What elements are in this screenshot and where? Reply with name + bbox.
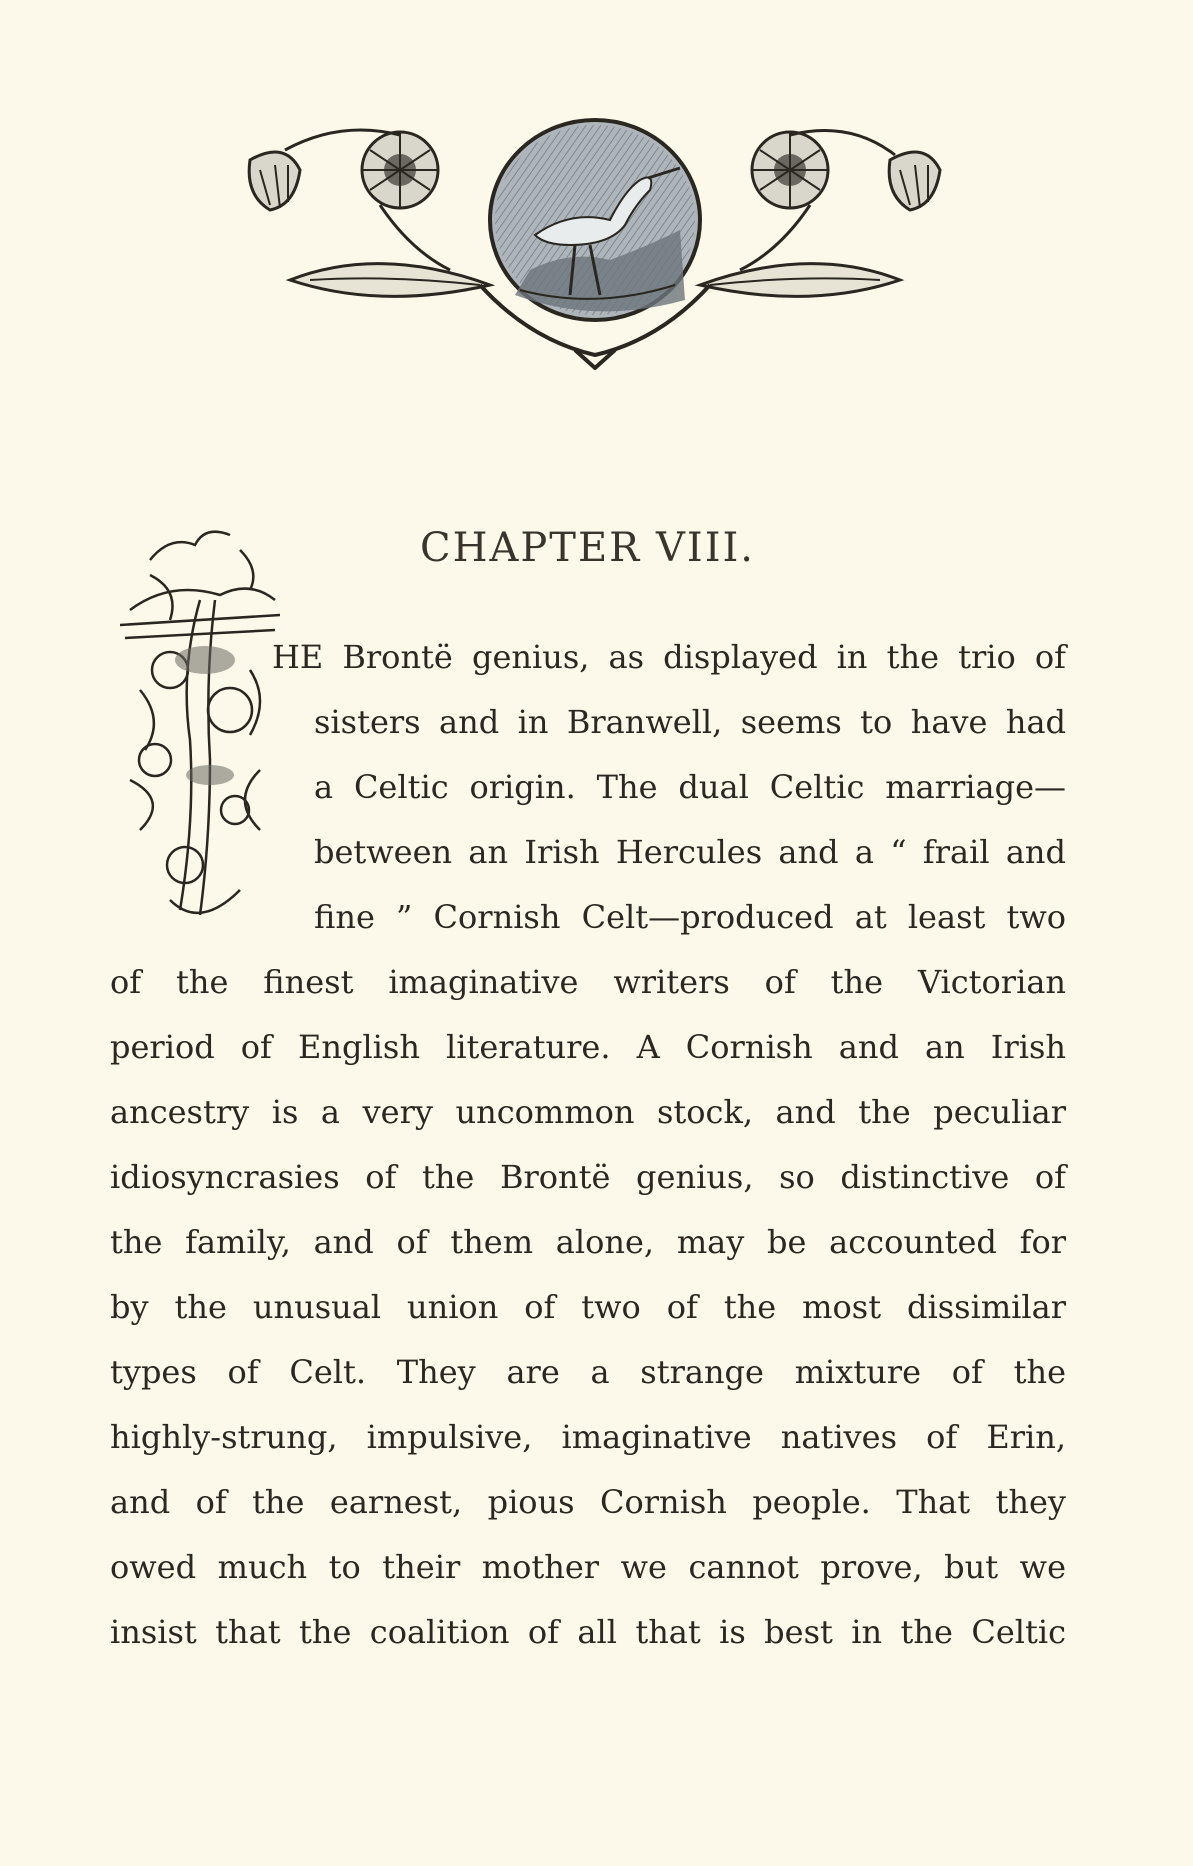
text-line-1: HE Brontë genius, as displayed in the trio of (272, 638, 1066, 676)
text-line-13: highly-strung, impulsive, imaginative natives of Erin, (110, 1418, 1066, 1456)
text-line-10: the family, and of them alone, may be accounted for (110, 1223, 1066, 1261)
decorated-initial-t (110, 520, 290, 930)
text-line-6: of the finest imaginative writers of the Victorian (110, 963, 1066, 1001)
sunflower-right-icon (752, 132, 828, 208)
text-line-4: between an Irish Hercules and a “ frail and (314, 833, 1066, 871)
text-line-14: and of the earnest, pious Cornish people. That they (110, 1483, 1066, 1521)
text-line-15: owed much to their mother we cannot prove, but we (110, 1548, 1066, 1586)
text-line-9: idiosyncrasies of the Brontë genius, so distinctive of (110, 1158, 1066, 1196)
heron-vignette (490, 120, 700, 320)
headpiece-ornament (230, 110, 960, 370)
text-line-16: insist that the coalition of all that is best in the Celtic (110, 1613, 1066, 1651)
text-line-12: types of Celt. They are a strange mixture of the (110, 1353, 1066, 1391)
text-line-7: period of English literature. A Cornish and an Irish (110, 1028, 1066, 1066)
text-line-3: a Celtic origin. The dual Celtic marriage— (314, 768, 1066, 806)
text-line-8: ancestry is a very uncommon stock, and the peculiar (110, 1093, 1066, 1131)
text-line-5: fine ” Cornish Celt—produced at least two (314, 898, 1066, 936)
chapter-title: CHAPTER VIII. (420, 525, 756, 571)
sunflower-left-icon (362, 132, 438, 208)
text-line-11: by the unusual union of two of the most dissimilar (110, 1288, 1066, 1326)
text-line-2: sisters and in Branwell, seems to have had (314, 703, 1066, 741)
